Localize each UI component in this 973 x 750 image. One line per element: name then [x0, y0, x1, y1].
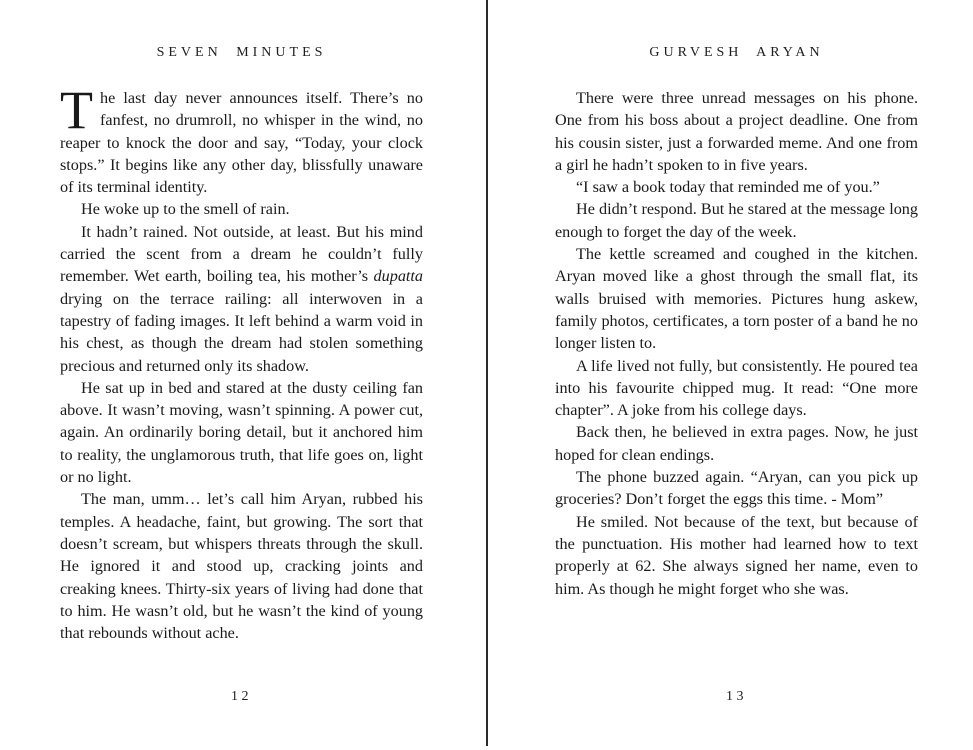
page-number-left: 12	[231, 689, 252, 704]
text-run: The kettle screamed and coughed in the kitchen. Aryan moved like a ghost through the small flat, its walls bruised with memories. Pictures hung askew, family photos, certificates, a torn poster of a band he no longer listen to.	[555, 245, 918, 353]
page-left	[60, 0, 423, 750]
paragraph	[60, 377, 423, 488]
paragraph	[555, 243, 918, 354]
paragraph	[555, 355, 918, 422]
text-run: he last day never announces itself. There’s no fanfest, no drumroll, no whisper in the wind, no reaper to knock the door and say, “Today, your clock stops.” It begins like any other day, blissfully unaware of its terminal identity.	[60, 89, 423, 197]
page-body-left	[60, 80, 423, 644]
text-run: He sat up in bed and stared at the dusty ceiling fan above. It wasn’t moving, wasn’t spinning. A power cut, again. An ordinarily boring detail, but it anchored him to reality, the unglamorous truth, that life goes on, light or no light.	[60, 378, 423, 487]
page-right	[555, 0, 918, 750]
italic-run: dupatta	[373, 267, 423, 286]
text-run: It hadn’t rained. Not outside, at least. But his mind carried the scent from a dream he couldn’t fully remember. Wet earth, boiling tea, his mother’s	[60, 222, 423, 286]
running-header-left: SEVEN MINUTES	[156, 45, 327, 60]
text-run: The phone buzzed again. “Aryan, can you pick up groceries? Don’t forget the eggs this time. - Mom”	[555, 468, 918, 509]
text-run: “I saw a book today that reminded me of you.”	[576, 178, 880, 197]
paragraph	[60, 488, 423, 644]
spine-divider	[486, 0, 488, 746]
text-run: He smiled. Not because of the text, but because of the punctuation. His mother had learned how to text properly at 62. She always signed her name, even to him. As though he might forget who she was.	[555, 512, 918, 598]
page-number-right: 13	[726, 689, 747, 704]
paragraph	[555, 511, 918, 600]
text-run: drying on the terrace railing: all interwoven in a tapestry of fading images. It left behind a warm void in his chest, as though the dream had stolen something precious and returned only its shadow.	[60, 289, 423, 375]
text-run: Back then, he believed in extra pages. Now, he just hoped for clean endings.	[555, 423, 918, 464]
paragraph	[60, 198, 423, 220]
text-run: There were three unread messages on his phone. One from his boss about a project deadline. One from his cousin sister, just a forwarded meme. And one from a girl he hadn’t spoken to in five years.	[555, 89, 918, 174]
paragraph	[555, 466, 918, 511]
text-run: A life lived not fully, but consistently. He poured tea into his favourite chipped mug. It read: “One more chapter”. A joke from his college days.	[555, 356, 918, 420]
paragraph	[555, 421, 918, 466]
paragraph	[555, 198, 918, 243]
text-run: He woke up to the smell of rain.	[81, 200, 290, 219]
paragraph	[60, 80, 423, 198]
paragraph	[60, 221, 423, 377]
drop-cap: T	[60, 80, 93, 140]
paragraph	[555, 87, 918, 176]
paragraph	[555, 176, 918, 198]
page-body-right	[555, 87, 918, 600]
text-run: The man, umm… let’s call him Aryan, rubbed his temples. A headache, faint, but growing. The sort that doesn’t scream, but whispers threats through the skull. He ignored it and stood up, cracking joints and creaking knees. Thirty-six years of living had done that to him. He wasn’t old, but he wasn’t the kind of young that rebounds without ache.	[60, 490, 423, 643]
running-header-right: GURVESH ARYAN	[649, 45, 824, 60]
text-run: He didn’t respond. But he stared at the message long enough to forget the day of the week.	[555, 200, 918, 241]
